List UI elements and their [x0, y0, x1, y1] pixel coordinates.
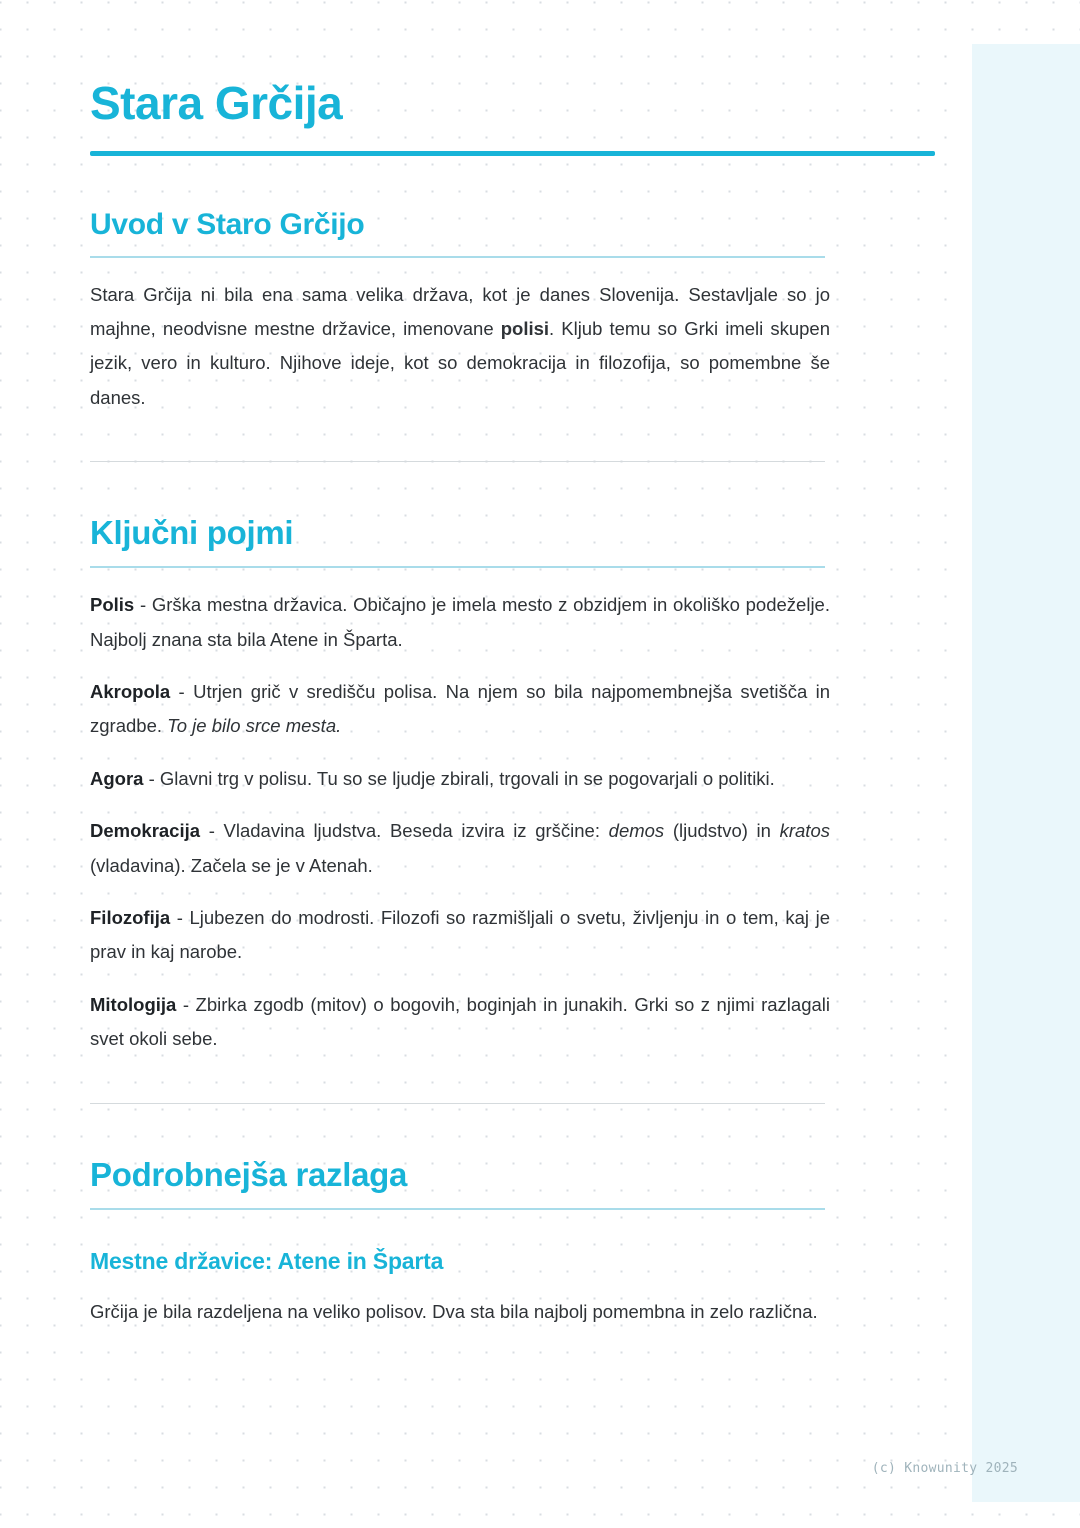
detailed-paragraph: Grčija je bila razdeljena na veliko polisov. Dva sta bila najbolj pomembna in zelo različna. — [90, 1300, 818, 1322]
term-entry-filozofija — [90, 901, 830, 970]
term-label: Akropola — [90, 681, 171, 703]
term-label: Polis — [90, 594, 135, 616]
term-entry-polis — [90, 588, 830, 657]
term-entry-akropola — [90, 675, 830, 744]
section-underline-intro — [90, 256, 825, 258]
title-underline — [90, 151, 935, 156]
term-description: Utrjen grič v središču polisa. Na njem so bila najpomembnejša svetišča in zgradbe. — [90, 681, 830, 737]
term-description-italic: To je bilo srce mesta. — [167, 715, 342, 737]
section-heading-intro: Uvod v Staro Grčijo — [90, 207, 365, 241]
term-description: Ljubezen do modrosti. Filozofi so razmišljali o svetu, življenju in o tem, kaj je prav in kaj narobe. — [90, 907, 830, 963]
text-column — [90, 78, 830, 1329]
subsection-heading-city-states: Mestne državice: Atene in Šparta — [90, 1247, 444, 1274]
term-dash: - — [143, 767, 160, 789]
footer-credit: (c) Knowunity 2025 — [871, 1461, 1018, 1476]
term-dash: - — [170, 681, 194, 703]
section-heading-detailed: Podrobnejša razlaga — [90, 1155, 408, 1193]
term-description: Grška mestna državica. Običajno je imela mesto z obzidjem in okoliško podeželje. Najbolj znana sta bila Atene in Šparta. — [90, 594, 830, 650]
term-description-italic-demos: demos — [608, 820, 665, 842]
term-entry-agora — [90, 762, 830, 796]
intro-text-part1: Stara Grčija ni bila ena sama velika država, kot je danes Slovenija. Sestavljale so jo majhne, neodvisne mestne državice, imenovane — [90, 283, 830, 339]
term-dash: - — [176, 993, 196, 1015]
term-description-2: (ljudstvo) in — [664, 820, 780, 842]
term-description: Glavni trg v polisu. Tu so se ljudje zbirali, trgovali in se pogovarjali o politiki. — [159, 767, 775, 789]
term-dash: - — [200, 820, 224, 842]
section-divider-1 — [90, 461, 825, 462]
intro-text-bold: polisi — [500, 318, 550, 339]
term-dash: - — [170, 907, 190, 929]
section-underline-detailed — [90, 1208, 825, 1210]
term-label: Filozofija — [90, 907, 171, 929]
intro-paragraph — [90, 278, 830, 416]
term-label: Demokracija — [90, 820, 201, 842]
term-entry-demokracija — [90, 814, 830, 883]
term-description-3: (vladavina). Začela se je v Atenah. — [90, 854, 373, 876]
term-label: Agora — [90, 767, 144, 789]
page-title: Stara Grčija — [90, 77, 343, 129]
section-divider-2 — [90, 1103, 825, 1104]
intro-text-part2: . Kljub temu so Grki imeli skupen jezik, vero in kulturo. Njihove ideje, kot so demokracija in filozofija, so pomembne še danes. — [90, 318, 830, 408]
term-description: Vladavina ljudstva. Beseda izvira iz grščine: — [223, 820, 609, 842]
section-heading-key-terms: Ključni pojmi — [90, 514, 294, 552]
term-entry-mitologija — [90, 988, 830, 1057]
term-description-italic-kratos: kratos — [779, 820, 830, 842]
term-description: Zbirka zgodb (mitov) o bogovih, boginjah in junakih. Grki so z njimi razlagali svet okoli sebe. — [90, 993, 830, 1050]
term-dash: - — [134, 594, 152, 616]
section-underline-key-terms — [90, 566, 825, 568]
term-label: Mitologija — [90, 993, 177, 1015]
